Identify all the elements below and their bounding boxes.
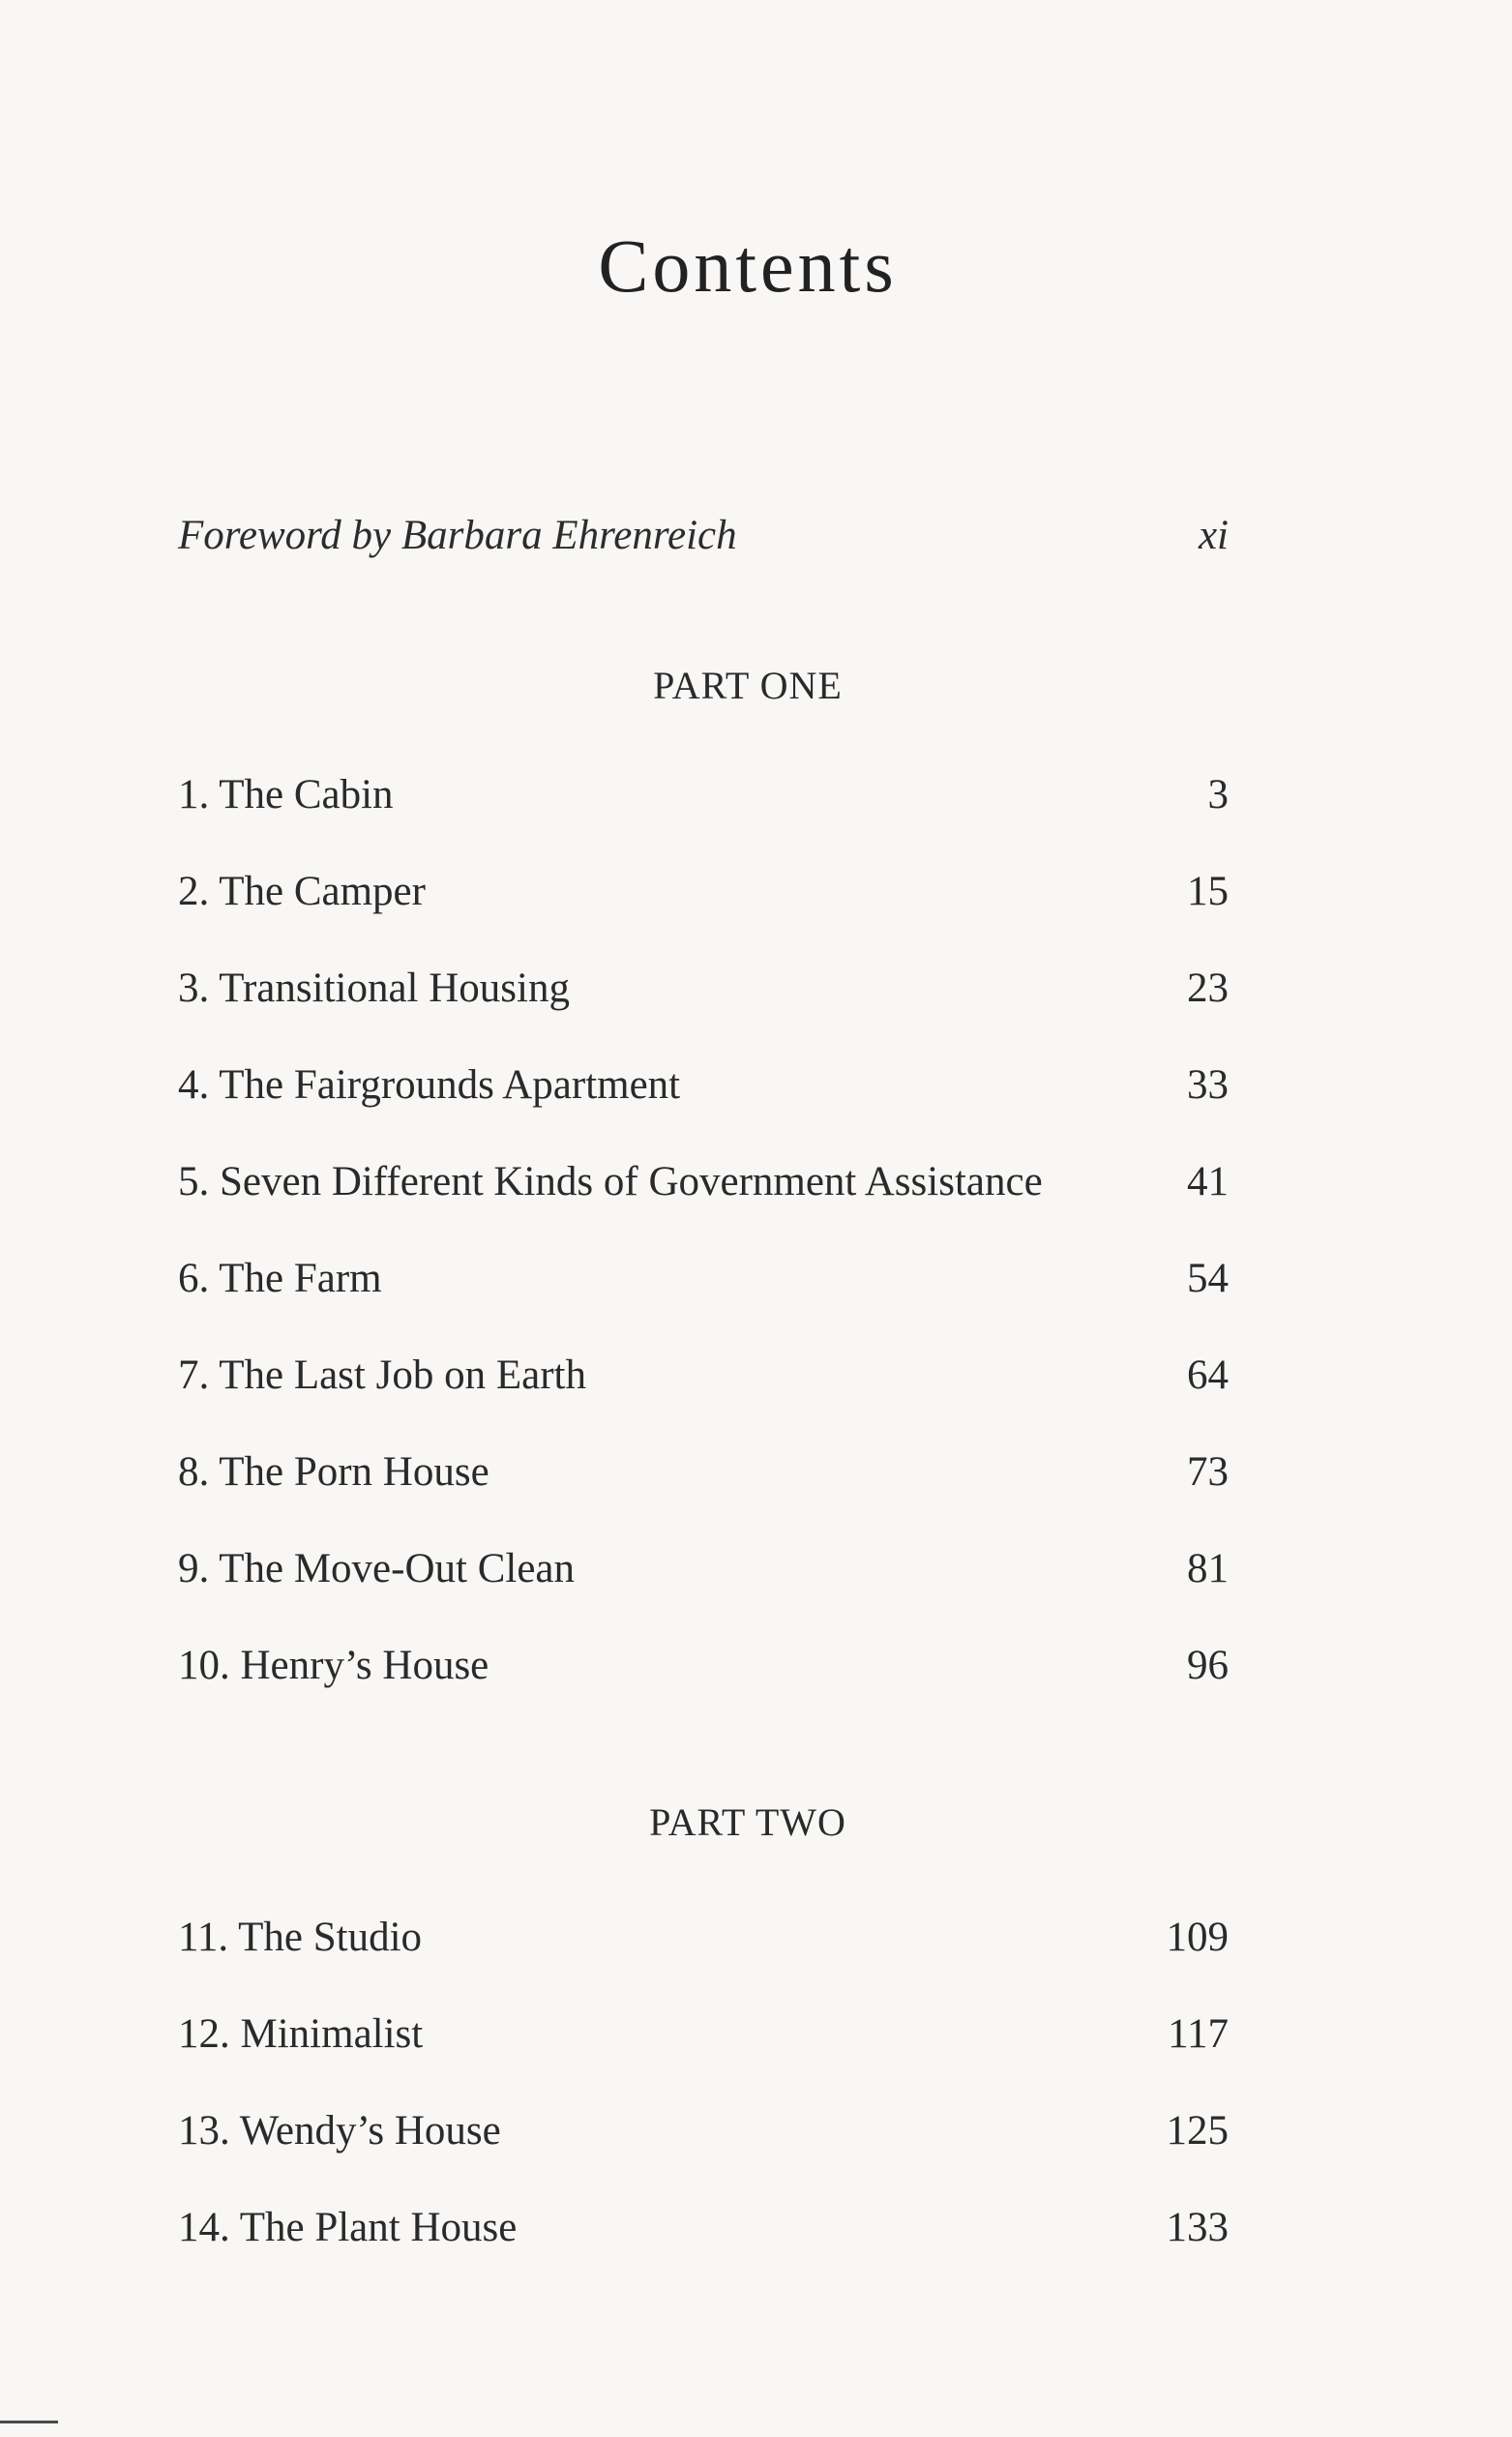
part-two-heading: PART TWO — [649, 1800, 846, 1844]
chapter-title: 6. The Farm — [178, 1256, 382, 1301]
chapter-title: 3. Transitional Housing — [178, 966, 570, 1011]
chapter-page-number: 96 — [1187, 1643, 1229, 1688]
chapter-page-number: 23 — [1187, 966, 1229, 1011]
chapter-page-number: 33 — [1187, 1062, 1229, 1108]
chapter-page-number: 73 — [1187, 1449, 1229, 1495]
chapter-title: 4. The Fairgrounds Apartment — [178, 1062, 681, 1108]
foreword-label: Foreword by Barbara Ehrenreich — [178, 513, 737, 558]
chapter-page-number: 15 — [1187, 869, 1229, 914]
toc-entry-chapter-8 — [178, 1448, 1229, 1506]
toc-entry-chapter-3 — [178, 965, 1229, 1023]
chapter-title: 13. Wendy’s House — [178, 2108, 501, 2154]
toc-entry-chapter-4 — [178, 1061, 1229, 1119]
chapter-page-number: 3 — [1207, 772, 1229, 817]
chapter-title: 1. The Cabin — [178, 772, 394, 817]
foreword-page-number: xi — [1198, 513, 1229, 558]
chapter-title: 7. The Last Job on Earth — [178, 1352, 586, 1398]
chapter-page-number: 125 — [1166, 2108, 1229, 2154]
toc-entry-chapter-9 — [178, 1545, 1229, 1603]
chapter-page-number: 117 — [1168, 2011, 1229, 2057]
toc-entry-chapter-1 — [178, 771, 1229, 829]
toc-entry-chapter-13 — [178, 2107, 1229, 2165]
toc-entry-chapter-2 — [178, 868, 1229, 926]
toc-entry-chapter-5 — [178, 1158, 1229, 1216]
toc-entry-chapter-10 — [178, 1642, 1229, 1700]
chapter-title: 14. The Plant House — [178, 2205, 518, 2250]
chapter-page-number: 54 — [1187, 1256, 1229, 1301]
chapter-title: 2. The Camper — [178, 869, 426, 914]
chapter-page-number: 133 — [1166, 2205, 1229, 2250]
chapter-title: 9. The Move-Out Clean — [178, 1546, 576, 1591]
chapter-title: 5. Seven Different Kinds of Government Assistance — [178, 1159, 1043, 1204]
chapter-page-number: 64 — [1187, 1352, 1229, 1398]
chapter-page-number: 109 — [1166, 1915, 1229, 1960]
toc-entry-chapter-14 — [178, 2204, 1229, 2262]
chapter-page-number: 41 — [1187, 1159, 1229, 1204]
page-title: Contents — [598, 223, 898, 308]
part-one-heading: PART ONE — [653, 664, 843, 707]
chapter-title: 11. The Studio — [178, 1915, 423, 1960]
toc-entry-foreword — [178, 512, 1229, 570]
chapter-title: 8. The Porn House — [178, 1449, 489, 1495]
chapter-title: 10. Henry’s House — [178, 1643, 489, 1688]
toc-entry-chapter-7 — [178, 1352, 1229, 1410]
toc-entry-chapter-6 — [178, 1255, 1229, 1313]
chapter-title: 12. Minimalist — [178, 2011, 424, 2057]
scan-edge-mark — [0, 2421, 58, 2423]
toc-entry-chapter-11 — [178, 1914, 1229, 1972]
toc-entry-chapter-12 — [178, 2010, 1229, 2068]
chapter-page-number: 81 — [1187, 1546, 1229, 1591]
